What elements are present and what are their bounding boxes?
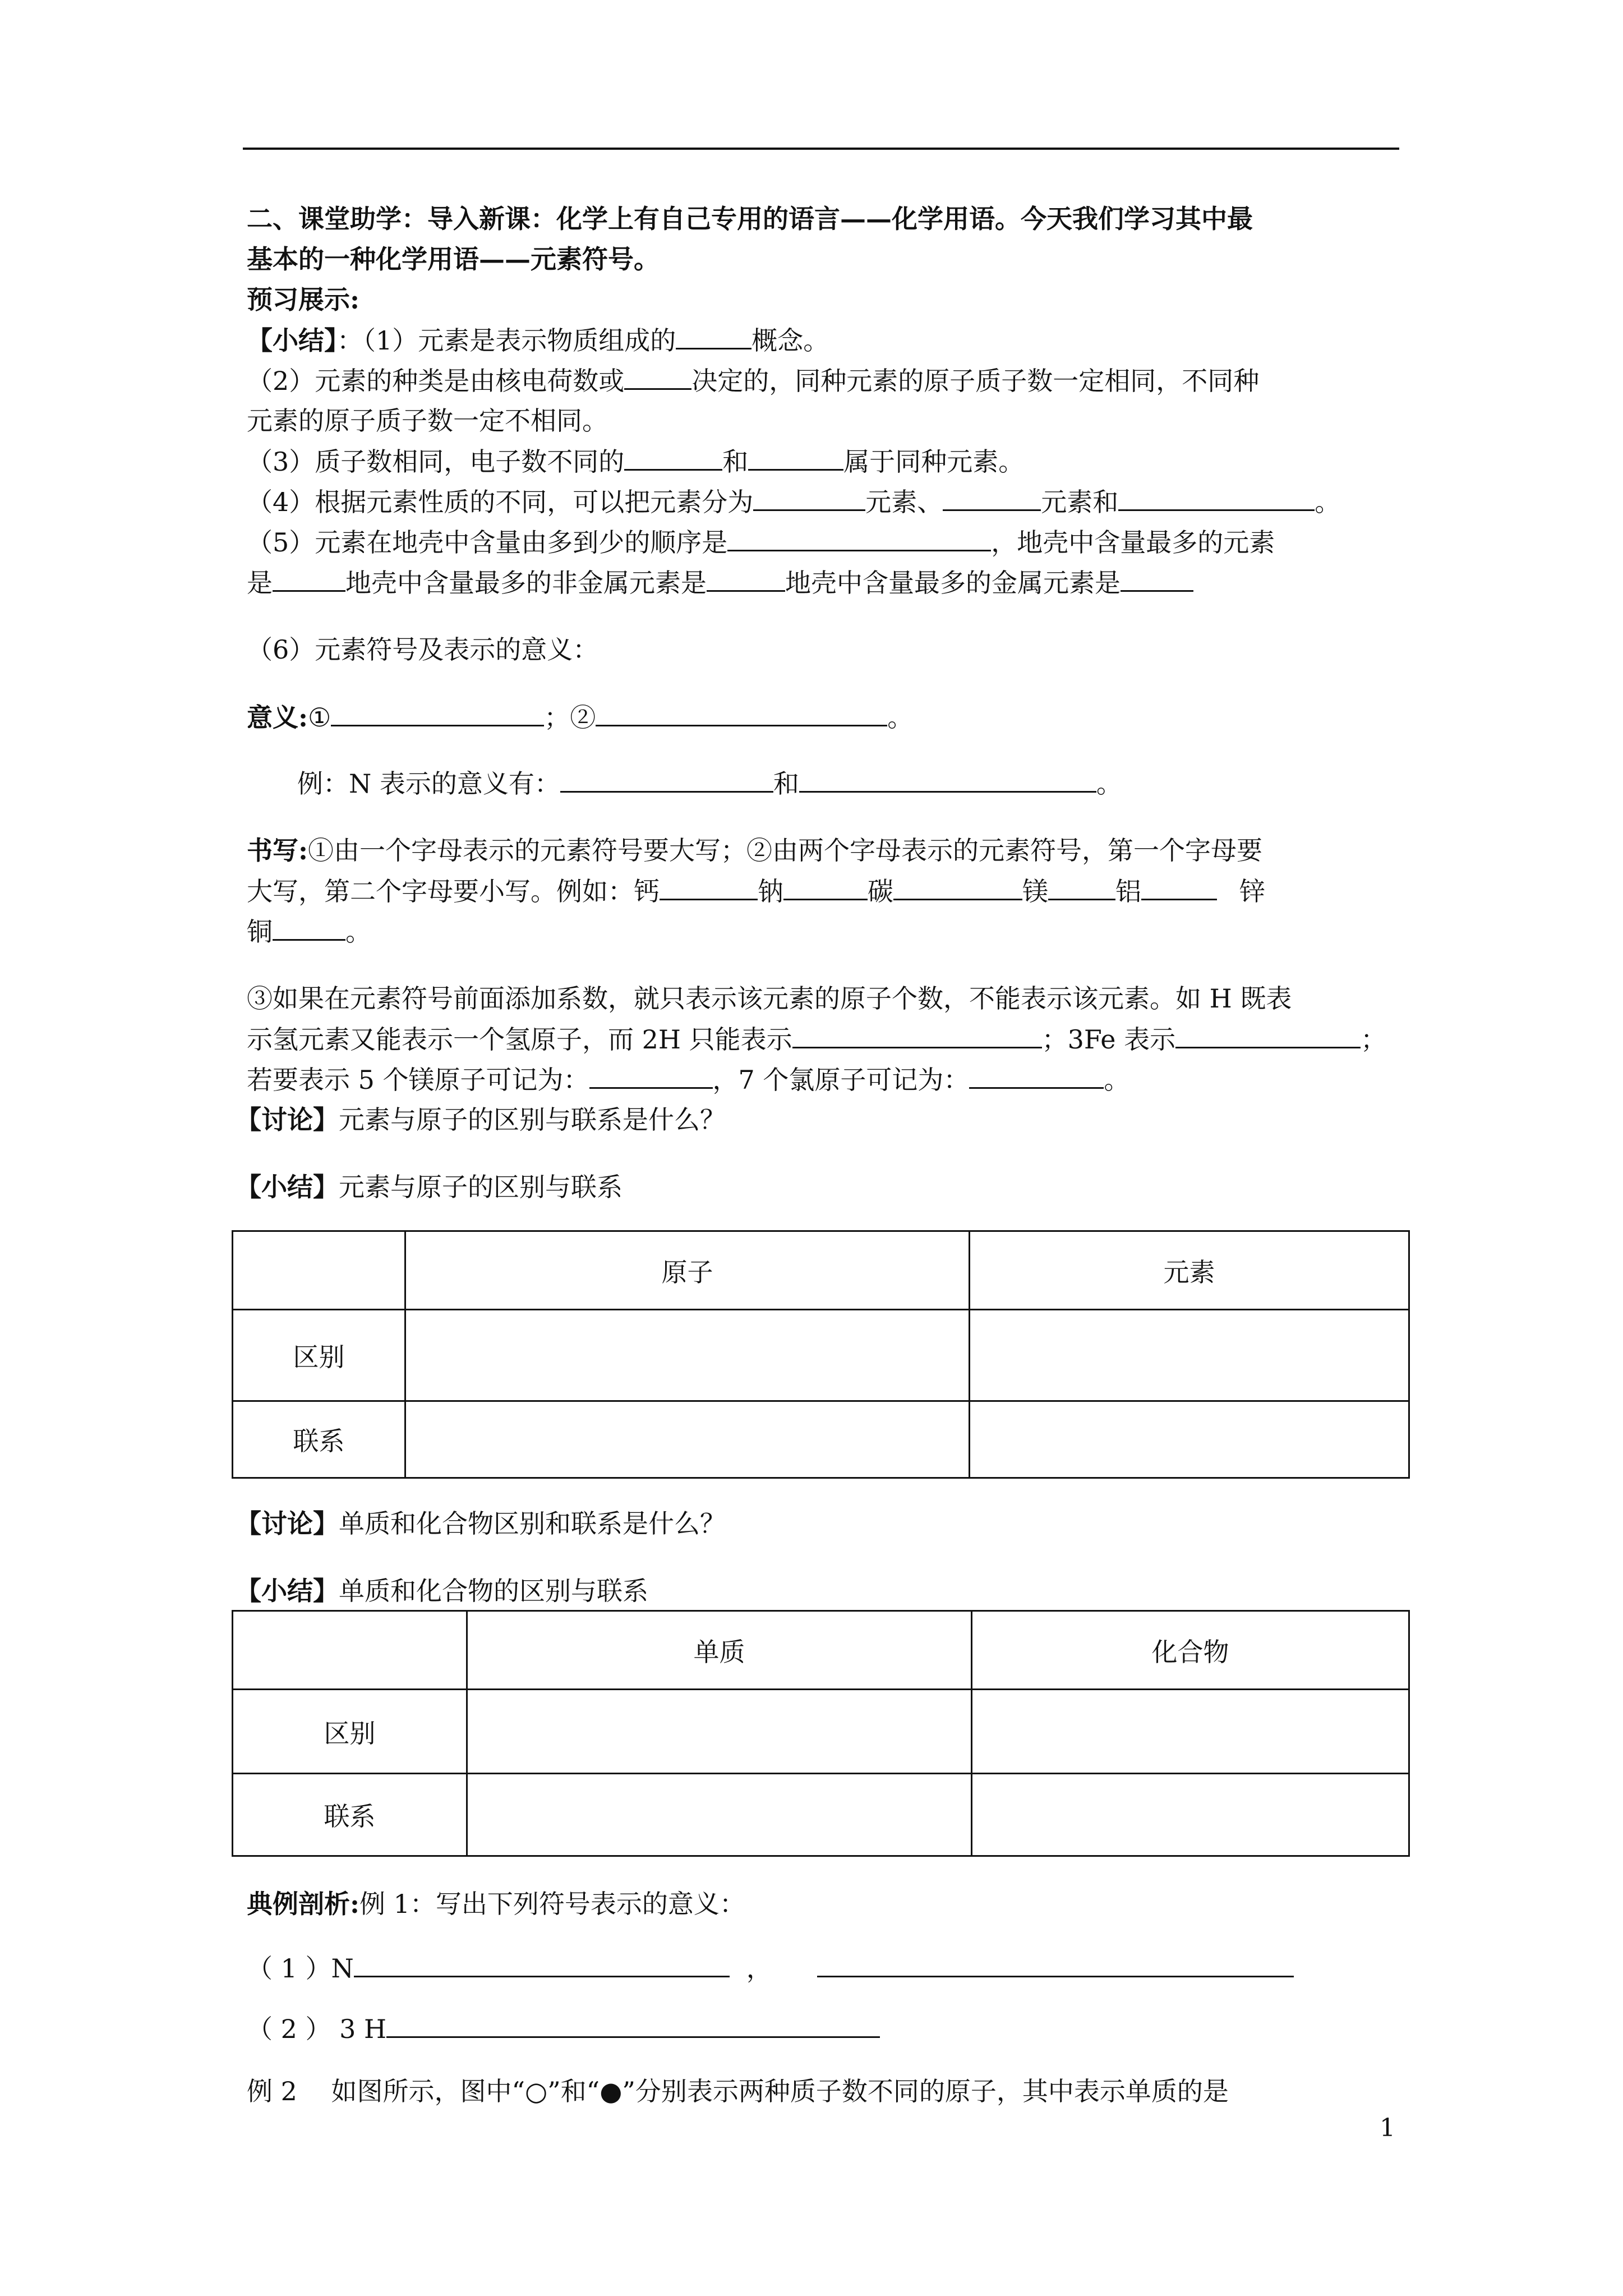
blank[interactable] [753, 485, 865, 511]
table-row-label-relation: 联系 [233, 1401, 405, 1478]
blank[interactable] [1141, 874, 1217, 900]
blank[interactable] [589, 1062, 713, 1089]
intro-line-2: 基本的一种化学用语——元素符号。 [247, 244, 660, 274]
table-header-element-substance: 单质 [467, 1611, 972, 1690]
summary-tag: 【小结】 [247, 325, 337, 356]
blank[interactable] [560, 766, 773, 793]
blank[interactable] [386, 2012, 880, 2038]
table-cell[interactable] [970, 1310, 1409, 1401]
table-header-atom: 原子 [405, 1231, 970, 1310]
blank[interactable] [727, 525, 991, 551]
table-header-compound: 化合物 [972, 1611, 1409, 1690]
examples-heading: 典例剖析:例 1：写出下列符号表示的意义： [247, 1889, 745, 1919]
table-cell[interactable] [405, 1310, 970, 1401]
blank[interactable] [354, 1951, 730, 1977]
blank[interactable] [596, 700, 887, 726]
summary-2: 【小结】元素与原子的区别与联系 [236, 1172, 623, 1202]
discussion-1: 【讨论】元素与原子的区别与联系是什么？ [236, 1105, 726, 1135]
blank[interactable] [817, 1951, 1294, 1977]
discussion-2: 【讨论】单质和化合物区别和联系是什么？ [236, 1508, 726, 1539]
example-question-2: （ 2 ） 3 H [247, 2012, 880, 2046]
blank[interactable] [893, 874, 1022, 900]
header-rule [243, 148, 1399, 150]
writing-line-3: 铜 。 [247, 914, 371, 949]
blank[interactable] [624, 364, 691, 390]
intro-line-1: 二、课堂助学：导入新课：化学上有自己专用的语言——化学用语。今天我们学习其中最 [247, 204, 1253, 234]
table-cell[interactable] [467, 1774, 972, 1856]
coef-line-2: 示氢元素又能表示一个氢原子，而 2H 只能表示 ；3Fe 表示 ； [247, 1022, 1386, 1056]
element-compound-table [232, 1610, 1410, 1857]
table-cell[interactable] [970, 1401, 1409, 1478]
table-row-label-difference: 区别 [233, 1310, 405, 1401]
blank[interactable] [624, 444, 722, 471]
coef-line-3: 若要表示 5 个镁原子可记为： ，7 个氯原子可记为： 。 [247, 1062, 1129, 1097]
table-cell[interactable] [405, 1401, 970, 1478]
page-number: 1 [1380, 2114, 1395, 2142]
blank[interactable] [792, 1022, 1042, 1048]
blank[interactable] [273, 565, 345, 592]
summary-item-5-cont: 是 地壳中含量最多的非金属元素是 地壳中含量最多的金属元素是 [247, 565, 1193, 600]
blank[interactable] [676, 323, 751, 349]
blank[interactable] [943, 485, 1041, 511]
blank[interactable] [331, 700, 544, 726]
blank[interactable] [660, 874, 758, 900]
blank[interactable] [1118, 485, 1315, 511]
coef-line-1: ③如果在元素符号前面添加系数，就只表示该元素的原子个数，不能表示该元素。如 H 既表 [247, 983, 1292, 1014]
table-cell[interactable] [467, 1690, 972, 1774]
writing-line-2: 大写，第二个字母要小写。例如：钙 钠 碳 镁 铝 锌 [247, 874, 1265, 908]
table-row-label-relation: 联系 [233, 1774, 467, 1856]
blank[interactable] [783, 874, 868, 900]
summary-3: 【小结】单质和化合物的区别与联系 [236, 1576, 648, 1606]
blank[interactable] [1048, 874, 1115, 900]
table-header-element: 元素 [970, 1231, 1409, 1310]
summary-item-2-cont: 元素的原子质子数一定不相同。 [247, 406, 608, 436]
blank[interactable] [1121, 565, 1193, 592]
blank[interactable] [748, 444, 843, 471]
blank[interactable] [707, 565, 785, 592]
example-2: 例 2 如图所示，图中“○”和“●”分别表示两种质子数不同的原子，其中表示单质的是 [247, 2076, 1229, 2106]
writing-line-1: 书写:①由一个字母表示的元素符号要大写；②由两个字母表示的元素符号，第一个字母要 [247, 835, 1262, 866]
summary-item-5: （5）元素在地壳中含量由多到少的顺序是 ，地壳中含量最多的元素 [247, 525, 1275, 559]
preview-heading: 预习展示: [247, 284, 359, 315]
blank[interactable] [969, 1062, 1104, 1089]
meaning-line: 意义:① ；② 。 [247, 700, 913, 734]
blank[interactable] [1175, 1022, 1361, 1048]
summary-item-2: （2）元素的种类是由核电荷数或 决定的，同种元素的原子质子数一定相同，不同种 [247, 364, 1259, 398]
summary-item-3: （3）质子数相同，电子数不同的 和 属于同种元素。 [247, 444, 1024, 478]
blank[interactable] [273, 914, 345, 941]
summary-item-6: （6）元素符号及表示的意义： [247, 634, 599, 665]
meaning-example: 例：N 表示的意义有： 和 。 [297, 766, 1122, 800]
table-cell[interactable] [972, 1690, 1409, 1774]
atom-element-table [232, 1230, 1410, 1479]
summary-item-4: （4）根据元素性质的不同，可以把元素分为 元素、 元素和 。 [247, 485, 1340, 519]
summary-item-1: 【小结】：（1）元素是表示物质组成的 概念。 [247, 323, 829, 357]
table-row-label-difference: 区别 [233, 1690, 467, 1774]
blank[interactable] [799, 766, 1096, 793]
table-cell[interactable] [972, 1774, 1409, 1856]
example-question-1: （ 1 ）N ， [247, 1951, 1294, 1985]
